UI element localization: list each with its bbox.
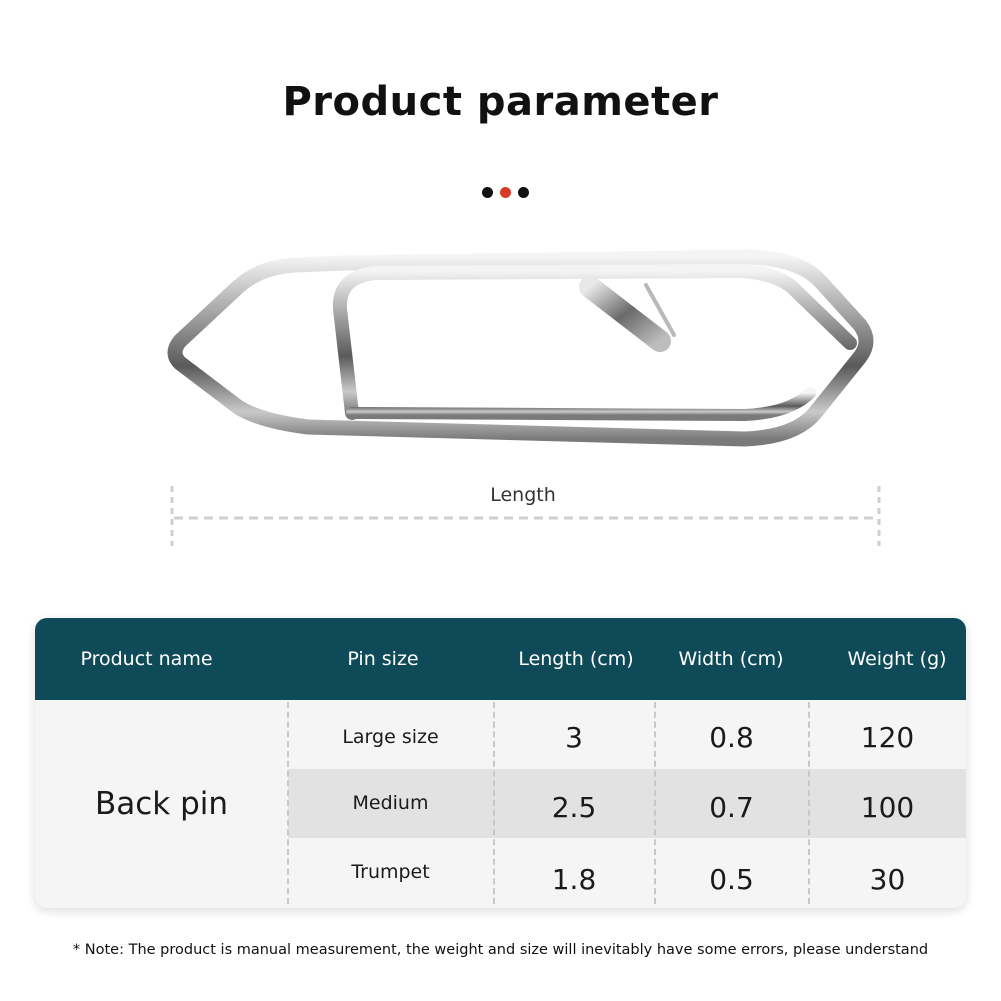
- parameter-table: [35, 618, 966, 908]
- indicator-dot: [482, 187, 493, 198]
- table-cell-length: 3: [565, 721, 583, 754]
- table-cell-width: 0.8: [709, 721, 754, 754]
- dots-indicator: [480, 187, 532, 199]
- page-title: Product parameter: [282, 79, 719, 125]
- table-cell-width: 0.7: [709, 791, 754, 824]
- length-label: Length: [490, 484, 556, 506]
- table-cell-weight: 120: [860, 721, 915, 754]
- table-cell-size: Large size: [342, 726, 439, 748]
- table-cell-size: Trumpet: [351, 861, 430, 883]
- product-name-cell: Back pin: [94, 786, 229, 822]
- table-header: [35, 618, 966, 700]
- indicator-dot-active: [500, 187, 511, 198]
- table-cell-size: Medium: [352, 792, 429, 814]
- column-header-width: Width (cm): [678, 648, 784, 670]
- table-cell-length: 2.5: [551, 791, 597, 824]
- table-cell-weight: 100: [860, 791, 915, 824]
- column-header-pin-size: Pin size: [347, 648, 419, 670]
- indicator-dot: [518, 187, 529, 198]
- safety-snap-pin-icon: [160, 245, 880, 455]
- column-header-length: Length (cm): [518, 648, 634, 670]
- table-cell-width: 0.5: [709, 863, 754, 896]
- column-header-weight: Weight (g): [847, 648, 947, 670]
- table-cell-weight: 30: [869, 863, 906, 896]
- footnote: * Note: The product is manual measurement, the weight and size will inevitably have some errors, please understand: [72, 942, 929, 958]
- table-cell-length: 1.8: [551, 863, 597, 896]
- column-header-product-name: Product name: [80, 648, 213, 670]
